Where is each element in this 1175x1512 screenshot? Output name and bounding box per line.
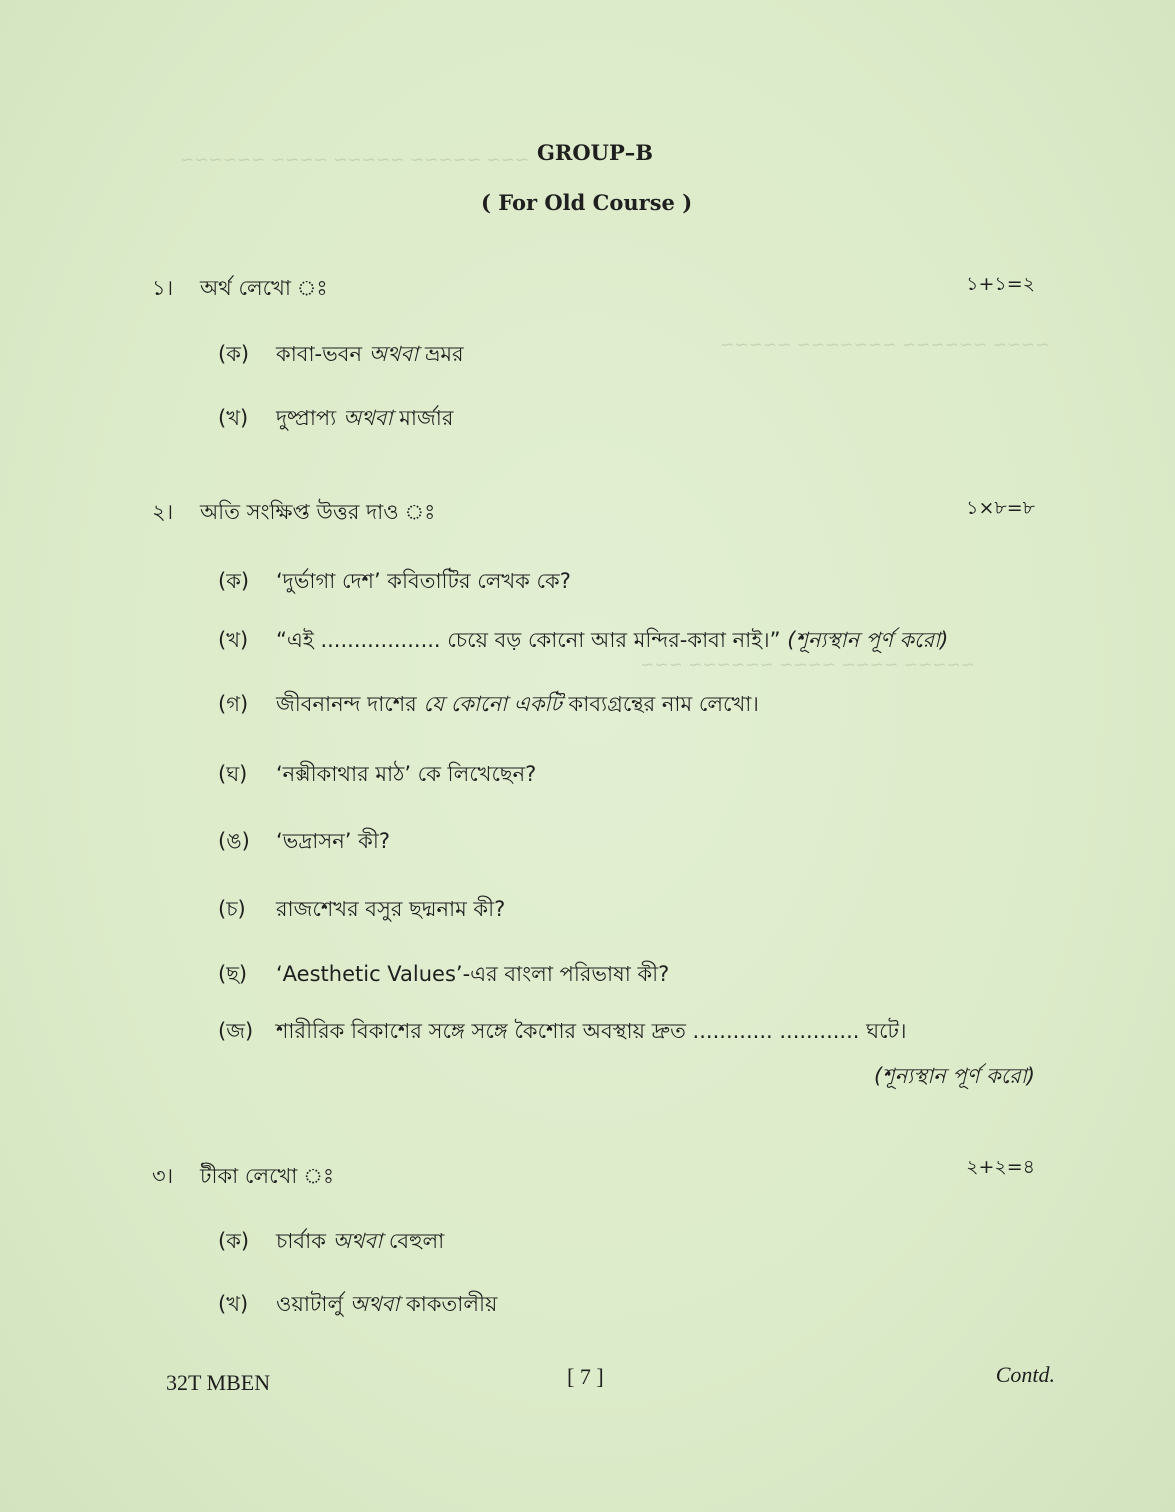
question-prompt: টীকা লেখো ঃ (200, 1164, 335, 1188)
bleed-through: ~~~ ~~~~~ ~~~~~ ~~~~ ~~~~~~ (180, 150, 530, 170)
question-prompt: অর্থ লেখো ঃ (200, 276, 328, 300)
group-heading: GROUP–B (537, 140, 654, 165)
fill-in-instruction: (শূন্যস্থান পূর্ণ করো) (873, 1064, 1035, 1088)
marks-q3: ২+২=৪ (966, 1156, 1035, 1178)
q2-item-chha: (ছ) ‘Aesthetic Values’-এর বাংলা পরিভাষা কী? (218, 962, 670, 986)
q3-option-ka: (ক) চার্বাক অথবা বেহুলা (218, 1229, 445, 1253)
question-3 (152, 1160, 334, 1195)
q2-item-ga: (গ) জীবনানন্দ দাশের যে কোনো একটি কাব্যগ্রন্থের নাম লেখো। (218, 692, 759, 716)
q2-item-uo: (ঙ) ‘ভদ্রাসন’ কী? (218, 829, 390, 853)
fill-in-instruction: (শূন্যস্থান পূর্ণ করো) (787, 628, 949, 652)
question-number: ৩। (152, 1164, 174, 1188)
continued-label: Contd. (995, 1362, 1055, 1387)
page-number: [ 7 ] (567, 1364, 604, 1389)
bleed-through: ~~~~ ~~~~~~ ~~~~~~~ ~~~~~ (720, 335, 1050, 355)
question-2 (152, 496, 435, 531)
q2-item-cha: (চ) রাজশেখর বসুর ছদ্মনাম কী? (218, 897, 506, 921)
marks-q2: ১×৮=৮ (966, 497, 1035, 519)
q1-option-ka: (ক) কাবা-ভবন অথবা ভ্রমর (218, 342, 464, 366)
q2-item-ja: (জ) শারীরিক বিকাশের সঙ্গে সঙ্গে কৈশোর অবস্থায় দ্রুত ............ ............ ঘটে। (218, 1019, 907, 1043)
marks-q1: ১+১=২ (966, 273, 1035, 295)
q2-item-gha: (ঘ) ‘নক্সীকাথার মাঠ’ কে লিখেছেন? (218, 762, 537, 786)
question-1 (152, 272, 328, 307)
q1-option-kha: (খ) দুষ্প্রাপ্য অথবা মার্জার (218, 406, 454, 430)
paper-code: 32T MBEN (166, 1370, 271, 1395)
q2-item-ka: (ক) ‘দুর্ভাগা দেশ’ কবিতাটির লেখক কে? (218, 569, 571, 593)
q2-item-kha: (খ) “এই .................. চেয়ে বড় কোনো আর মন্দির-কাবা নাই।” (শূন্যস্থান পূর্ণ করো) (218, 628, 949, 652)
course-subheading: ( For Old Course ) (481, 190, 693, 215)
q3-option-kha: (খ) ওয়াটার্লু অথবা কাকতালীয় (218, 1292, 498, 1316)
question-number: ২। (152, 500, 174, 524)
question-prompt: অতি সংক্ষিপ্ত উত্তর দাও ঃ (200, 500, 436, 524)
question-number: ১। (152, 276, 174, 300)
bleed-through: ~~~~~ ~~~~ ~~~~ ~~~~~~ ~~~ (640, 655, 975, 675)
